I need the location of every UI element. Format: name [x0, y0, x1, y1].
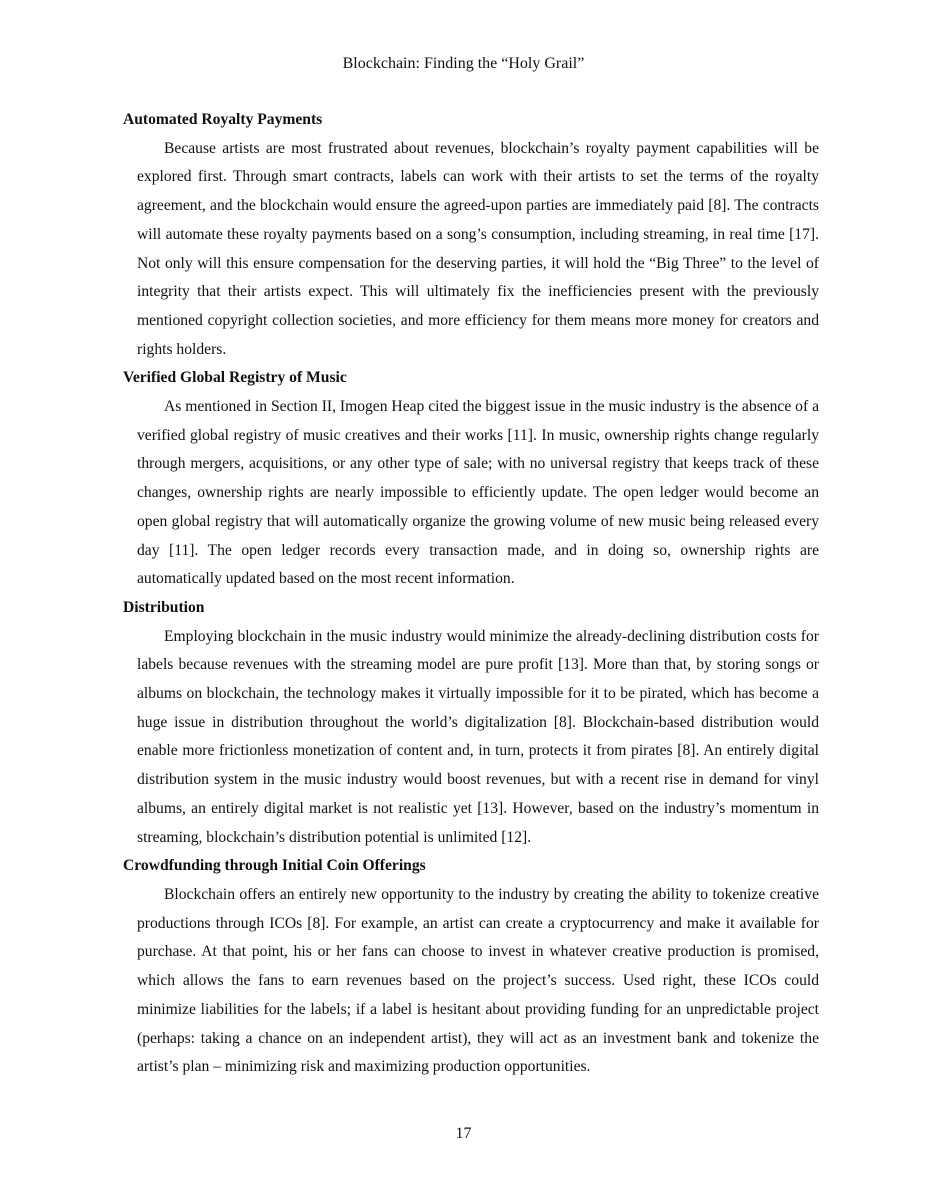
section-paragraph: Because artists are most frustrated about revenues, blockchain’s royalty payment capabilities will be explored first. Through smart contracts, labels can work with their artists to set the terms of the royalty agreement, and the blockchain would ensure the agreed-upon parties are immediately paid [8]. The contracts will automate these royalty payments based on a song’s consumption, including streaming, in real time [17]. Not only will this ensure compensation for the deserving parties, it will hold the “Big Three” to the level of integrity that their artists expect. This will ultimately fix the inefficiencies present with the previously mentioned copyright collection societies, and more efficiency for them means more money for creators and rights holders. [137, 139, 819, 358]
section-heading: Automated Royalty Payments [123, 111, 323, 128]
section-paragraph: Employing blockchain in the music industry would minimize the already-declining distribution costs for labels because revenues with the streaming model are pure profit [13]. More than that, by storing songs or albums on blockchain, the technology makes it virtually impossible for it to be pirated, which has become a huge issue in distribution throughout the world’s digitalization [8]. Blockchain-based distribution would enable more frictionless monetization of content and, in turn, protects it from pirates [8]. An entirely digital distribution system in the music industry would boost revenues, but with a recent rise in demand for vinyl albums, an entirely digital market is not realistic yet [13]. However, based on the industry’s momentum in streaming, blockchain’s distribution potential is unlimited [12]. [137, 627, 819, 846]
section-distribution [123, 594, 819, 852]
section-heading: Distribution [123, 598, 205, 616]
page-number: 17 [455, 1125, 472, 1142]
running-head: Blockchain: Finding the “Holy Grail” [342, 55, 585, 72]
section-global-registry [123, 364, 819, 594]
section-paragraph: Blockchain offers an entirely new opportunity to the industry by creating the ability to tokenize creative productions through ICOs [8]. For example, an artist can create a cryptocurrency and make it available for purchase. At that point, his or her fans can choose to invest in whatever creative production is promised, which allows the fans to earn revenues based on the project’s success. Used right, these ICOs could minimize liabilities for the labels; if a label is hesitant about providing funding for an unpredictable project (perhaps: taking a chance on an independent artist), they will act as an investment bank and tokenize the artist’s plan – minimizing risk and maximizing production opportunities. [137, 885, 819, 1076]
section-royalty-payments [123, 106, 819, 364]
section-paragraph: As mentioned in Section II, Imogen Heap cited the biggest issue in the music industry is the absence of a verified global registry of music creatives and their works [11]. In music, ownership rights change regularly through mergers, acquisitions, or any other type of sale; with no universal registry that keeps track of these changes, ownership rights are nearly impossible to efficiently update. The open ledger would become an open global registry that will automatically organize the growing volume of new music being released every day [11]. The open ledger records every transaction made, and in doing so, ownership rights are automatically updated based on the most recent information. [137, 398, 819, 588]
section-heading: Verified Global Registry of Music [123, 369, 347, 387]
section-crowdfunding [123, 852, 819, 1082]
body-text [123, 106, 819, 1082]
section-heading: Crowdfunding through Initial Coin Offerings [123, 857, 426, 875]
